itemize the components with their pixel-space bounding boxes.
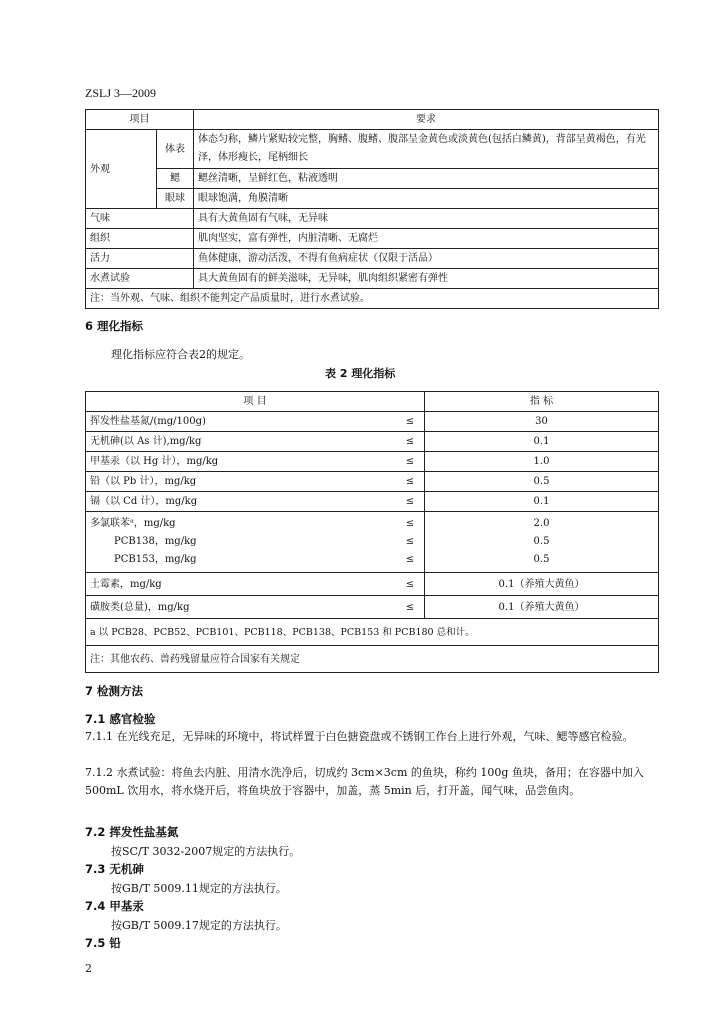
table-row xyxy=(86,472,659,492)
section-7-4-title: 7.4 甲基汞 xyxy=(85,899,144,913)
section-7-3-title: 7.3 无机砷 xyxy=(85,862,144,876)
operator: ≤ xyxy=(405,536,415,547)
pcb-operators xyxy=(396,512,425,573)
item-name: 挥发性盐基氮/(mg/100g) xyxy=(86,412,397,432)
item-name: 多氯联苯ᵃ，mg/kg xyxy=(90,518,176,529)
table-row xyxy=(86,596,659,619)
index-value: 30 xyxy=(425,412,659,432)
section-6-intro: 理化指标应符合表2的规定。 xyxy=(111,348,250,361)
operator: ≤ xyxy=(396,412,425,432)
table-note-row xyxy=(86,646,659,673)
section-7-2-text: 按SC/T 3032-2007规定的方法执行。 xyxy=(111,845,301,858)
item-name: 无机砷(以 As 计),mg/kg xyxy=(86,432,397,452)
table-row xyxy=(86,452,659,472)
table-row xyxy=(86,412,659,432)
index-value: 1.0 xyxy=(425,452,659,472)
sub-item: 体表 xyxy=(157,130,194,169)
table-row xyxy=(86,432,659,452)
item-name: PCB153，mg/kg xyxy=(114,554,197,565)
operator: ≤ xyxy=(396,452,425,472)
item-cell: 水煮试验 xyxy=(86,269,194,289)
operator: ≤ xyxy=(396,472,425,492)
requirement-cell: 体态匀称，鳞片紧贴较完整，胸鳍、腹鳍、腹部呈金黄色或淡黄色(包括白鳞黄)，背部呈黄褐色，有光泽，体形瘦长，尾柄细长 xyxy=(194,130,659,169)
operator: ≤ xyxy=(396,573,425,596)
header-index: 指 标 xyxy=(425,392,659,412)
pcb-names xyxy=(86,512,397,573)
requirement-cell: 具大黄鱼固有的鲜美滋味，无异味，肌肉组织紧密有弹性 xyxy=(194,269,659,289)
section-7-1-title: 7.1 感官检验 xyxy=(85,712,156,726)
table-row xyxy=(86,189,659,209)
table-2-caption: 表 2 理化指标 xyxy=(325,367,396,380)
page-number: 2 xyxy=(85,962,92,975)
requirement-cell: 鳃丝清晰，呈鲜红色，粘液透明 xyxy=(194,169,659,189)
header-item: 项 目 xyxy=(86,392,425,412)
pcb-row xyxy=(86,512,659,573)
physicochemical-table xyxy=(85,391,659,673)
item-name: PCB138，mg/kg xyxy=(114,536,197,547)
table-row xyxy=(86,492,659,512)
index-value: 0.1（养殖大黄鱼） xyxy=(425,573,659,596)
table-note: 注：当外观、气味、组织不能判定产品质量时，进行水煮试验。 xyxy=(86,289,659,309)
header-item: 项目 xyxy=(86,110,194,130)
operator: ≤ xyxy=(405,518,415,529)
table-footnote-row xyxy=(86,619,659,646)
index-value: 0.5 xyxy=(533,554,550,565)
table-note-row xyxy=(86,289,659,309)
table-header-row xyxy=(86,392,659,412)
section-6-title: 6 理化指标 xyxy=(85,319,144,333)
appearance-label: 外观 xyxy=(86,130,157,209)
section-7-3-text: 按GB/T 5009.11规定的方法执行。 xyxy=(111,882,287,895)
item-cell: 气味 xyxy=(86,209,194,229)
index-value: 0.5 xyxy=(425,472,659,492)
index-value: 0.1 xyxy=(425,492,659,512)
index-value: 0.1 xyxy=(425,432,659,452)
item-name: 磺胺类(总量)，mg/kg xyxy=(86,596,397,619)
index-value: 2.0 xyxy=(533,518,550,529)
table-row xyxy=(86,169,659,189)
item-name: 铅（以 Pb 计），mg/kg xyxy=(86,472,397,492)
table-row xyxy=(86,130,659,169)
sub-item: 眼球 xyxy=(157,189,194,209)
table-note: 注：其他农药、兽药残留量应符合国家有关规定 xyxy=(86,646,659,673)
operator: ≤ xyxy=(405,554,415,565)
item-name: 甲基汞（以 Hg 计），mg/kg xyxy=(86,452,397,472)
requirement-cell: 鱼体健康，游动活泼，不得有鱼病症状（仅限于活品） xyxy=(194,249,659,269)
sensory-table xyxy=(85,109,659,309)
section-7-2-title: 7.2 挥发性盐基氮 xyxy=(85,825,179,839)
table-footnote: a 以 PCB28、PCB52、PCB101、PCB118、PCB138、PCB153 和 PCB180 总和计。 xyxy=(86,619,659,646)
operator: ≤ xyxy=(396,432,425,452)
requirement-cell: 眼球饱满，角膜清晰 xyxy=(194,189,659,209)
section-7-4-text: 按GB/T 5009.17规定的方法执行。 xyxy=(111,919,287,932)
requirement-cell: 具有大黄鱼固有气味，无异味 xyxy=(194,209,659,229)
item-name: 镉（以 Cd 计），mg/kg xyxy=(86,492,397,512)
section-7-5-title: 7.5 铅 xyxy=(85,936,121,950)
operator: ≤ xyxy=(396,596,425,619)
item-cell: 组织 xyxy=(86,229,194,249)
section-7-title: 7 检测方法 xyxy=(85,684,144,698)
index-value: 0.1（养殖大黄鱼） xyxy=(425,596,659,619)
table-header-row xyxy=(86,110,659,130)
table-row xyxy=(86,229,659,249)
section-7-1-2: 7.1.2 水煮试验：将鱼去内脏、用清水洗净后，切成约 3cm×3cm 的鱼块，称约 100g 鱼块，备用；在容器中加入 500mL 饮用水，将水烧开后，将鱼块放于容器中，加盖，蒸 5min 后，打开盖，闻气味，品尝鱼肉。 xyxy=(85,766,644,797)
sub-item: 鳃 xyxy=(157,169,194,189)
requirement-cell: 肌肉坚实，富有弹性，内脏清晰、无腐烂 xyxy=(194,229,659,249)
table-row xyxy=(86,573,659,596)
table-row xyxy=(86,249,659,269)
table-row xyxy=(86,209,659,229)
section-7-1-1: 7.1.1 在光线充足，无异味的环境中，将试样置于白色搪瓷盘或不锈钢工作台上进行外观，气味、鳃等感官检验。 xyxy=(85,730,634,743)
item-name: 土霉素，mg/kg xyxy=(86,573,397,596)
header-requirement: 要求 xyxy=(194,110,659,130)
table-row xyxy=(86,269,659,289)
operator: ≤ xyxy=(396,492,425,512)
index-value: 0.5 xyxy=(533,536,550,547)
document-code: ZSLJ 3—2009 xyxy=(85,86,157,100)
item-cell: 活力 xyxy=(86,249,194,269)
pcb-values xyxy=(425,512,659,573)
